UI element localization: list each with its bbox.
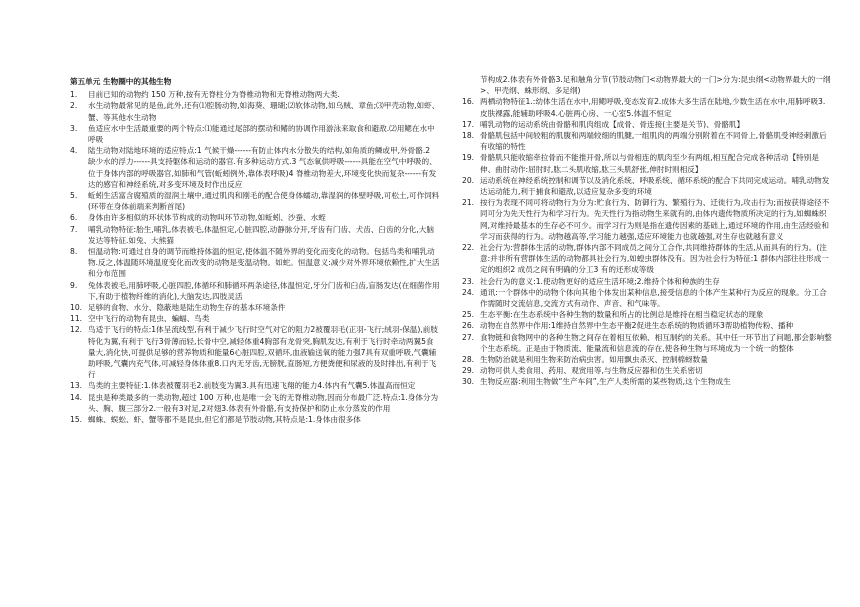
item-number: 20. [462,175,475,185]
item-text: 生物防治就是利用生物来防治病虫害。如用飘虫杀灭、控制棉蚜数量 [480,355,708,365]
item-number: 8. [70,247,78,257]
item-text: 蜘蛛、蜈蚣、虾、蟹等都不是昆虫,但它们都是节肢动物,其特点是:1.身体由很多体 [88,415,361,425]
item-number: 10. [70,303,83,313]
item-number: 15. [70,415,83,425]
list-item [70,89,440,100]
item-text: 节构成2.体表有外骨骼3.足和触角分节(节肢动物门<动物界最大的一门>分为:昆虫纲<动物界最大的一纲>、甲壳纲、蛛形纲、多足纲) [480,75,831,96]
left-item-list [70,89,440,425]
item-number: 9. [70,280,78,290]
item-number: 25. [462,310,475,320]
list-item [462,309,832,320]
item-number: 24. [462,287,475,297]
unit-title: 第五单元 生物圈中的其他生物 [70,77,172,86]
item-text: 蚯蚓生活富含腐殖质的湿润土壤中,通过肌肉和刚毛的配合使身体蠕动,靠湿润的体壁呼吸,可松土,可作饲料(环带在身体前端来判断首尾) [88,191,440,212]
right-item-list [462,74,832,388]
item-number: 12. [70,325,83,335]
item-number: 28. [462,355,475,365]
item-text: 通讯:一个群体中的动物个体向其他个体发出某种信息,接受信息的个体产生某种行为反应的现象。分工合作需随时交流信息,交流方式有动作、声音、和气味等。 [480,287,827,309]
item-text: 社会行为:营群体生活的动物,群体内部不同成员之间分工合作,共同维持群体的生活,从而具有的行为。(注意:并非所有营群体生活的动物都具社会行为,如蝗虫群体没有。因为社会行为特征:1 群体内部往往形成一定的组织2 成员之间有明确的分工3 有的还形成等级 [480,243,829,275]
item-number: 22. [462,243,475,253]
list-item [70,324,440,380]
list-item [70,392,440,414]
item-number: 4. [70,146,78,156]
item-text: 身体由许多相似的环状体节构成的动物叫环节动物,如蚯蚓、沙蚕、水蛭 [88,213,326,223]
item-number: 21. [462,198,475,208]
item-text: 两栖动物特征1.:幼体生活在水中,用鳃呼吸,变态发育2.成体大多生活在陆地,少数生活在水中,用肺呼吸3.皮肤裸露,能辅助呼吸4.心脏两心房、一心室5.体温不恒定 [480,97,826,118]
item-text: 足够的食物、水分、隐蔽地是陆生动物生存的基本环境条件 [88,303,286,313]
item-text: 恒温动物:可通过自身的调节而维持体温的恒定,使体温不随外界的变化而变化的动物。包括鸟类和哺乳动物.反之,体温随环境温度变化而改变的动物是变温动物。如蛇。恒温意义:减少对外界环境依赖性,扩大生活和分布范围 [88,247,440,279]
item-number: 19. [462,153,475,163]
item-number: 17. [462,119,475,129]
list-item [462,365,832,376]
list-item [70,380,440,391]
item-number: 11. [70,314,83,324]
item-text: 动物在自然界中作用:1维持自然界中生态平衡2促进生态系统的物质循环3帮助植物传粉、播种 [480,321,794,331]
item-text: 食物链和食物网中的各种生物之间存在着相互依赖、相互制约的关系。其中任一环节出了问题,都会影响整个生态系统。正是由于物质流、能量流和信息流的存在,使各种生物与环境成为一个统一的整体 [480,332,832,353]
list-item [70,145,440,190]
list-item [70,212,440,223]
left-column [70,76,440,425]
right-column [462,74,832,388]
item-number: 30. [462,377,475,387]
item-text: 昆虫是种类最多的一类动物,超过 100 万种,也是唯一会飞的无脊椎动物,因而分布最广泛.特点:1.身体分为头、胸、腹三部分2.一般有3对足,2对翅3.体表有外骨骼,有支持保护和防止水分蒸发的作用 [88,392,439,413]
item-number: 7. [70,224,78,234]
list-item [462,119,832,130]
item-number: 2. [70,101,78,111]
item-text: 水生动物最常见的是鱼,此外,还有⑴腔肠动物,如海葵、珊瑚;⑵软体动物,如乌贼、章鱼;⑶甲壳动物,如虾、蟹、等其他水生动物 [88,101,440,122]
item-text: 骨骼肌只能收缩牵拉骨而不能推开骨,所以与骨相连的肌肉至少有两组,相互配合完成各种活动【特别是伸、曲肘动作:屈肘时,肱二头肌收缩,肱三头肌舒张,伸肘时则相反】 [480,153,819,174]
item-text: 空中飞行的动物有昆虫、蝙蝠、鸟类 [88,314,210,324]
item-number: 1. [70,90,78,100]
item-text: 按行为表现不同可将动物行为分为:贮食行为、防御行为、繁殖行为、迁徙行为,攻击行为;而按获得途径不同可分为先天性行为和学习行为。先天性行为指动物生来就有的,由体内遗传物质所决定的行为,如蜘蛛织网,对维持最基本的生存必不可少。而学习行为则是指在遗传因素的基础上,通过环境的作用,由生活经验和学习而获得的行为。动物越高等,学习能力越强,适应环境能力也就越强,对生存也就越有意义 [480,198,830,241]
list-item [70,224,440,246]
list-item [462,276,832,287]
list-item [70,123,440,145]
list-item [70,190,440,212]
item-text: 鸟适于飞行的特点:1体呈流线型,有利于减少飞行时空气对它的阻力2被覆羽毛(正羽-飞行;绒羽-保温),前肢特化为翼,有利于飞行3骨薄而轻,长骨中空,减轻体重4胸部有龙骨突,胸肌发达,有利于飞行时牵动两翼5食量大,消化快,可提供足够的营养物质和能量6心脏四腔,双循环,血液输送氧的能力强7具有双重呼吸,气囊辅助呼吸,气囊内充气体,可减轻身体体重8.口内无牙齿,无膀胱,直肠短,方便粪便和尿液的及时排出,有利于飞行 [88,325,438,380]
item-number: 29. [462,366,475,376]
item-text: 社会行为的意义:1.使动物更好的适应生活环境;2.维持个体和种族的生存 [480,276,720,286]
list-item [462,96,832,118]
item-text: 目前已知的动物约 150 万种,按有无脊柱分为脊椎动物和无脊椎动物两大类. [88,90,340,100]
item-number: 16. [462,97,475,107]
item-number: 18. [462,131,475,141]
list-item [462,287,832,309]
item-text: 鱼适应水中生活最重要的两个特点:⑴能通过尾部的摆动和鳍的协调作用游泳来取食和避敌.⑵用鳃在水中呼吸 [88,123,435,145]
list-item [462,376,832,387]
list-item [70,100,440,122]
list-item [462,130,832,152]
list-item [462,354,832,365]
list-item [70,313,440,324]
item-text: 哺乳动物的运动系统由骨骼和肌肉组成【成骨、骨连接(主要是关节)、骨骼肌】 [480,119,745,129]
item-number: 3. [70,123,78,133]
item-text: 动物可供人类食用、药用、观赏用等,与生物反应器和仿生关系密切 [480,366,703,376]
item-text: 生物反应器:利用生物做“生产车间”,生产人类所需的某些物质,这个生物成生 [480,377,731,387]
item-number: 14. [70,392,83,402]
item-number: 5. [70,191,78,201]
item-number: 27. [462,332,475,342]
item-text: 骨骼肌包括中间较粗的肌腹和两端较细的肌腱,一组肌肉的两端分别附着在不同骨上,骨骼肌受神经刺激后有收缩的特性 [480,131,827,152]
list-item [462,332,832,354]
item-text: 兔体表被毛,用肺呼吸,心脏四腔,体循环和肺循环两条途径,体温恒定,牙分门齿和臼齿,盲肠发达(在细菌作用下,有助于植物纤维的消化),大脑发达,四肢灵活 [88,280,440,301]
list-item [70,414,440,425]
list-item [70,302,440,313]
list-item [70,280,440,302]
item-text: 陆生动物对陆地环境的适应特点:1 气候干燥------有防止体内水分散失的结构,如角质的鳞或甲,外骨骼.2 缺少水的浮力------具支持躯体和运动的器官.有多种运动方式.3 气态氧供呼吸------具能在空气中呼吸的、位于身体内部的呼吸器官,如肺和气管(蚯蚓例外,靠体表呼吸)4 脊椎动物差大,环境变化快而复杂------有发达的感官和神经系统,对多变环境及时作出反应 [88,146,437,189]
list-item [462,197,832,242]
item-text: 哺乳动物特征:胎生,哺乳,体表被毛,体温恒定,心脏四腔,动静脉分开,牙齿有门齿、犬齿、臼齿的分化,大脑发达等特征.如兔、大熊猫 [88,224,434,245]
list-item [462,152,832,174]
item-number: 6. [70,213,78,223]
list-item [462,320,832,331]
item-text: 鸟类的主要特征:1.体表被覆羽毛2.前肢变为翼3.具有迅速飞翔的能力4.体内有气囊5.体温高而恒定 [88,381,416,391]
item-text: 运动系统在神经系统控制和调节以及消化系统、呼吸系统、循环系统的配合下共同完成运动。哺乳动物发达运动能力,利于捕食和避敌,以适应复杂多变的环境 [480,175,830,197]
item-text: 生态平衡:在生态系统中各种生物的数量和所占的比例总是维持在相当稳定状态的现象 [480,310,764,320]
list-item [70,246,440,280]
list-item [462,242,832,276]
item-number: 23. [462,276,475,286]
item-number: 13. [70,381,83,391]
list-item [462,74,832,96]
list-item [462,175,832,197]
item-number: 26. [462,321,475,331]
